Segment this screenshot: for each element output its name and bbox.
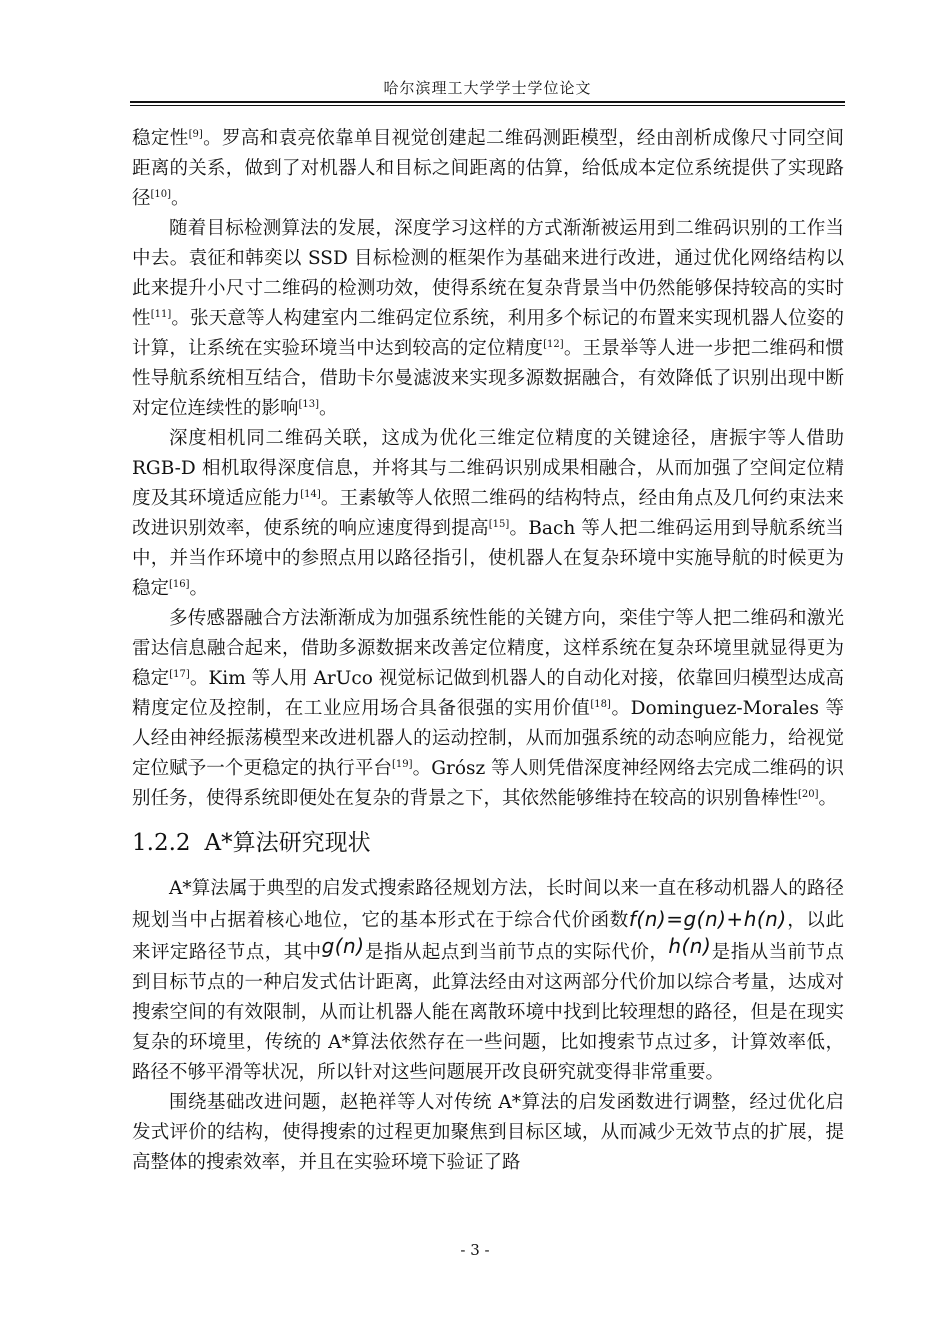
paragraph-2 (132, 214, 844, 424)
citation: [9] (188, 129, 203, 140)
g-function-formula: g(n) (321, 934, 365, 958)
citation: [15] (488, 519, 510, 530)
text: 。王景举等人进一步把二维码和惯性导航系统相互结合，借助卡尔曼滤波来实现多源数据融合，有效降低了识别出现中断对定位连续性的影响 (132, 338, 844, 419)
paragraph-1 (132, 124, 844, 214)
text: 多传感器融合方法渐渐成为加强系统性能的关键方向，栾佳宁等人把二维码和激光雷达信息融合起来，借助多源数据来改善定位精度，这样系统在复杂环境里就显得更为稳定 (132, 608, 844, 689)
citation: [19] (392, 759, 413, 770)
citation: [11] (150, 309, 172, 320)
citation: [18] (590, 699, 611, 710)
citation: [10] (150, 189, 172, 200)
text: 围绕基础改进问题，赵艳祥等人对传统 A*算法的启发函数进行调整，经过优化启发式评价的结构，使得搜索的过程更加聚焦到目标区域，从而减少无效节点的扩展，提高整体的搜索效率，并且在实验环境下验证了路 (132, 1092, 844, 1173)
text: 。王素敏等人依照二维码的结构特点，经由角点及几何约束法来改进识别效率，使系统的响应速度得到提高 (132, 488, 844, 539)
text: ，以此来评定路径节点，其中 (132, 910, 844, 963)
header-rule-thin (130, 105, 845, 106)
text: 深度相机同二维码关联，这成为优化三维定位精度的关键途径，唐振宇等人借助 RGB-D 相机取得深度信息，并将其与二维码识别成果相融合，从而加强了空间定位精度及其环境适应能力 (132, 428, 844, 509)
text: A*算法属于典型的启发式搜索路径规划方法，长时间以来一直在移动机器人的路径规划当中占据着核心地位，它的基本形式在于综合代价函数 (132, 878, 844, 931)
cost-function-formula: f(n)=g(n)+h(n) (628, 907, 787, 931)
text: 。张天意等人构建室内二维码定位系统，利用多个标记的布置来实现机器人位姿的计算，让系统在实验环境当中达到较高的定位精度 (132, 308, 844, 359)
citation: [14] (300, 489, 321, 500)
header-rule-thick (130, 101, 845, 103)
text: 。Grósz 等人则凭借深度神经网络去完成二维码的识别任务，使得系统即便处在复杂的背景之下，其依然能够维持在较高的识别鲁棒性 (132, 758, 844, 809)
text: 是指从当前节点到目标节点的一种启发式估计距离，此算法经由对这两部分代价加以综合考量，达成对搜索空间的有效限制，从而让机器人能在离散环境中找到比较理想的路径，但是在现实复杂的环境里，传统的 A*算法依然存在一些问题，比如搜索节点过多，计算效率低，路径不够平滑等状况，所以针对这些问题展开改良研究就变得非常重要。 (132, 942, 844, 1083)
text: 。 (818, 788, 838, 809)
citation: [16] (169, 579, 190, 590)
text: 。Dominguez-Morales 等人经由神经振荡模型来改进机器人的运动控制，从而加强系统的动态响应能力，给视觉定位赋予一个更稳定的执行平台 (132, 698, 844, 779)
text: 。Kim 等人用 ArUco 视觉标记做到机器人的自动化对接，依靠回归模型达成高精度定位及控制，在工业应用场合具备很强的实用价值 (132, 668, 844, 719)
paragraph-5 (132, 874, 844, 1088)
paragraph-3 (132, 424, 844, 604)
citation: [20] (798, 789, 819, 800)
text: 。 (171, 188, 190, 209)
paragraph-4 (132, 604, 844, 814)
text: 。 (189, 578, 209, 599)
text: 。罗高和袁亮依靠单目视觉创建起二维码测距模型，经由剖析成像尺寸同空间距离的关系，做到了对机器人和目标之间距离的估算，给低成本定位系统提供了实现路径 (132, 128, 844, 209)
citation: [13] (298, 399, 320, 410)
section-heading (132, 826, 844, 860)
text: 随着目标检测算法的发展，深度学习这样的方式渐渐被运用到二维码识别的工作当中去。袁征和韩奕以 SSD 目标检测的框架作为基础来进行改进，通过优化网络结构以此来提升小尺寸二维码的检测功效，使得系统在复杂背景当中仍然能够保持较高的实时性 (132, 218, 844, 329)
text: 。Bach 等人把二维码运用到导航系统当中，并当作环境中的参照点用以路径指引，使机器人在复杂环境中实施导航的时候更为稳定 (132, 518, 844, 599)
section-title: A*算法研究现状 (204, 830, 371, 856)
page-body (132, 124, 844, 1178)
citation: [12] (543, 339, 564, 350)
text: 是指从起点到当前节点的实际代价， (364, 942, 669, 963)
text: 稳定性 (132, 128, 189, 149)
h-function-formula: h(n) (668, 934, 712, 958)
paragraph-6 (132, 1088, 844, 1178)
section-number: 1.2.2 (132, 830, 191, 856)
citation: [17] (169, 669, 190, 680)
running-header: 哈尔滨理工大学学士学位论文 (383, 79, 592, 97)
text: 。 (319, 398, 338, 419)
page-number: - 3 - (460, 1241, 490, 1259)
